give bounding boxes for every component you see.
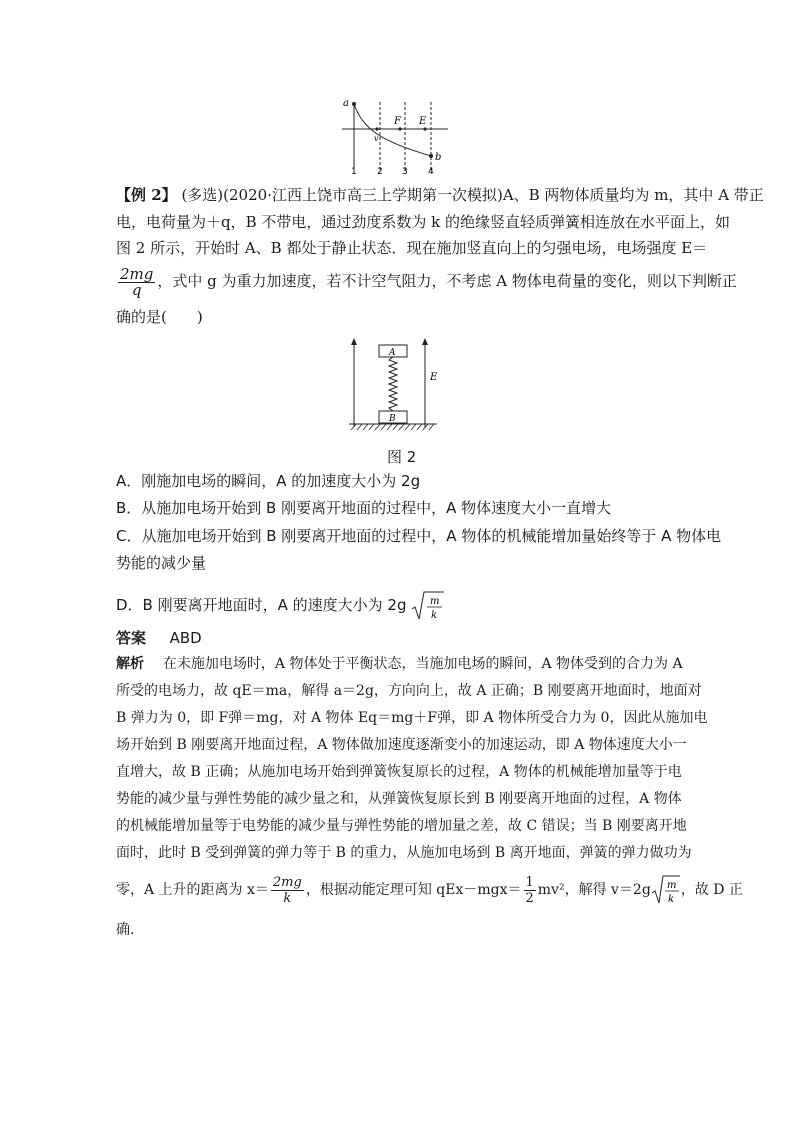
label-e: E — [419, 116, 427, 127]
example-line-2: 电，电荷量为＋q，B 不带电，通过劲度系数为 k 的绝缘竖直轻质弹簧相连放在水平面上，如 — [116, 213, 731, 231]
option-d-frac-num: m — [430, 595, 440, 607]
tick-label-4: 4 — [428, 167, 434, 177]
field-arrow-right — [422, 338, 428, 345]
analysis-9-d: ，故 D 正 — [680, 882, 743, 898]
example-tag: 【例 2】 — [116, 186, 177, 204]
half-fraction: $\frac{1}{2}$ — [525, 874, 534, 906]
example-line-4 — [116, 263, 737, 299]
answer-value: ABD — [169, 629, 202, 647]
option-b: B．从施加电场开始到 B 刚要离开地面的过程中，A 物体速度大小一直增大 — [116, 499, 612, 517]
example-line-3: 图 2 所示，开始时 A、B 都处于静止状态．现在施加竖直向上的匀强电场，电场强度 E＝ — [116, 239, 708, 257]
point-a — [352, 102, 356, 106]
analysis-line-1 — [116, 654, 683, 674]
point-e — [423, 127, 426, 130]
label-b: b — [435, 152, 442, 163]
analysis-line-10: 确． — [116, 922, 144, 938]
velocity-frac-den: k — [667, 894, 674, 905]
analysis-line-2: 所受的电场力，故 qE＝ma，解得 a＝2g，方向向上，故 A 正确；B 刚要离开地面时，地面对 — [116, 683, 702, 699]
block-b-label: B — [389, 414, 396, 424]
analysis-label: 解析 — [116, 656, 144, 672]
analysis-9-a: 零，A 上升的距离为 x＝ — [116, 882, 269, 898]
analysis-line-5: 直增大，故 B 正确；从施加电场开始到弹簧恢复原长的过程，A 物体的机械能增加量等于电 — [116, 764, 682, 780]
example-line-1-rest: A、B 两物体质量均为 m，其中 A 带正 — [502, 186, 764, 204]
block-a-label: A — [389, 348, 396, 358]
distance-fraction: $\frac{2mg}{k}$ — [272, 874, 302, 906]
ground-hatching — [351, 424, 434, 430]
trajectory-figure — [330, 92, 460, 178]
option-c-line-2: 势能的减少量 — [116, 554, 207, 572]
option-d-frac-den: k — [431, 609, 438, 621]
point-b — [429, 154, 433, 158]
analysis-line-9 — [116, 871, 743, 909]
spring-coil — [389, 357, 397, 411]
option-d — [116, 588, 445, 623]
option-d-text: D．B 刚要离开地面时，A 的速度大小为 2g — [116, 596, 407, 614]
tick-label-2: 2 — [377, 167, 383, 177]
velocity-frac-num: m — [666, 880, 677, 891]
example-line-1 — [116, 185, 764, 205]
example-line-4-rest: ，式中 g 为重力加速度，若不计空气阻力，不考虑 A 物体电荷量的变化，则以下判断正 — [157, 272, 737, 290]
tick-label-3: 3 — [402, 167, 408, 177]
spring-figure — [345, 335, 445, 435]
analysis-text-1: 在未施加电场时，A 物体处于平衡状态，当施加电场的瞬间，A 物体受到的合力为 A — [162, 656, 683, 672]
analysis-line-3: B 弹力为 0，即 F弹＝mg，对 A 物体 Eq＝mg＋F弹，即 A 物体所受合力为 0，因此从施加电 — [116, 710, 708, 726]
analysis-line-6: 势能的减少量与弹性势能的减少量之和，从弹簧恢复原长到 B 刚要离开地面的过程，A 物体 — [116, 791, 682, 807]
option-d-sqrt — [411, 588, 445, 623]
field-label-e: E — [430, 372, 438, 383]
answer-label: 答案 — [116, 629, 147, 647]
field-fraction: $\frac{2mg}{q}$ — [120, 264, 154, 299]
point-f — [398, 127, 401, 130]
option-a: A．刚施加电场的瞬间，A 的加速度大小为 2g — [116, 472, 421, 490]
analysis-line-8: 面时，此时 B 受到弹簧的弹力等于 B 的重力，从施加电场到 B 离开地面，弹簧的弹力做功为 — [116, 845, 692, 861]
answer-line — [116, 628, 202, 648]
example-line-5: 确的是( ) — [116, 308, 203, 326]
example-source: (多选)(2020·江西上饶市高三上学期第一次模拟) — [181, 186, 503, 204]
analysis-line-7: 的机械能增加量等于电势能的减少量与弹性势能的增加量之差，故 C 错误；当 B 刚要离开地 — [116, 818, 687, 834]
figure-caption: 图 2 — [387, 448, 417, 466]
tick-label-1: 1 — [351, 167, 357, 177]
label-f: F — [394, 116, 401, 127]
velocity-sqrt — [651, 871, 681, 909]
point-mid — [375, 127, 378, 130]
label-a: a — [343, 98, 349, 109]
option-c-line-1: C．从施加电场开始到 B 刚要离开地面的过程中，A 物体的机械能增加量始终等于 A 物体电 — [116, 527, 722, 545]
analysis-9-c: mv²，解得 v＝2g — [537, 882, 651, 898]
analysis-line-4: 场开始到 B 刚要离开地面过程，A 物体做加速度逐渐变小的加速运动，即 A 物体速度大小一 — [116, 737, 687, 753]
analysis-9-b: ，根据动能定理可知 qEx－mgx＝ — [305, 882, 522, 898]
curve-a-to-b — [354, 104, 431, 156]
field-arrow-left — [351, 338, 357, 345]
label-v: v — [374, 134, 379, 143]
